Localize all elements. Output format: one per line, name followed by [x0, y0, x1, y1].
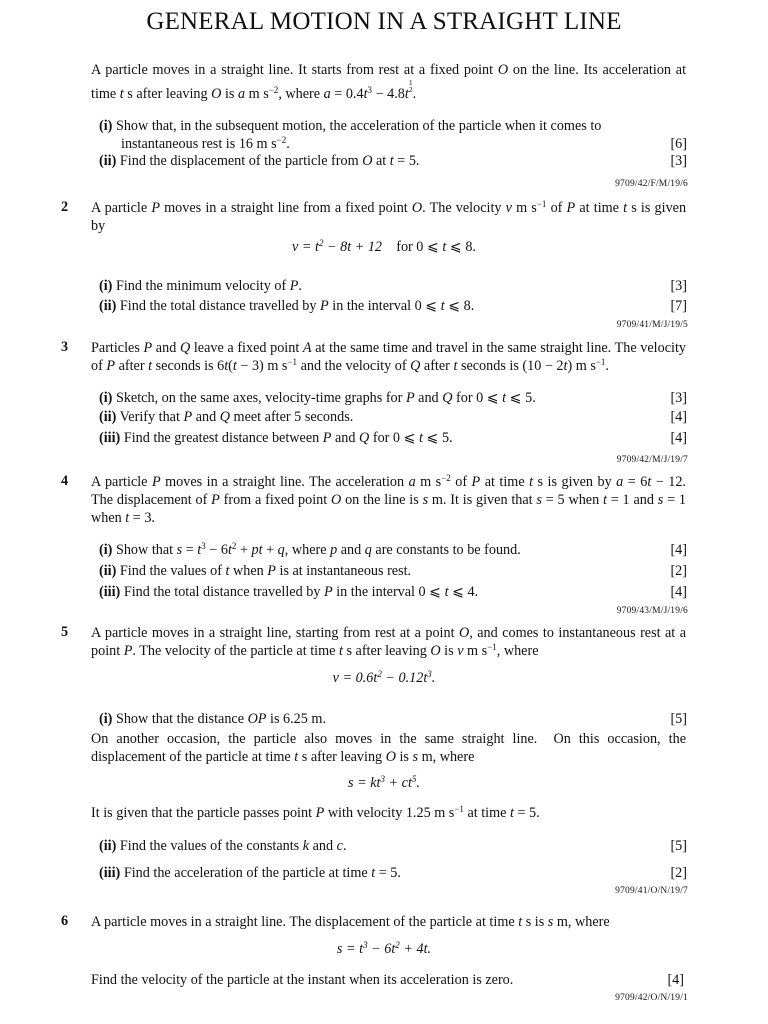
question-4-number: 4: [61, 473, 69, 489]
question-1-stem: A particle moves in a straight line. It starts from rest at a fixed point O on the line. Its acceleration at time t s after leaving O is a m $s^{-2}$, where $a = 0.4t^3 - 4.8t$ 1 2 .: [91, 62, 687, 102]
question-3-number: 3: [61, 339, 69, 355]
question-2-stem: A particle P moves in a straight line from a fixed point O. The velocity v m $s^{-1}$ of P at time t s is given by: [91, 199, 687, 234]
question-5-number: 5: [61, 624, 69, 640]
question-4-stem: A particle P moves in a straight line. The acceleration a m $s^{-2}$ of P at time t s is given by a = 6t − 12. The displacement of P from a fixed point O on the line is s m. It is given that s = 5 when t = 1 and s = 1 when t = 3.: [91, 473, 686, 526]
question-4-part-i: (i) Show that $s = t^3 - 6t^2$ + pt + q, where p and q are constants to be found. [4]: [99, 541, 687, 558]
marks: [4]: [670, 542, 687, 558]
question-5-reference: 9709/41/O/N/19/7: [615, 886, 688, 896]
equation-velocity: $v = 0.6t^2 - 0.12t^3$.: [332, 669, 436, 686]
question-2-reference: 9709/41/M/J/19/5: [616, 320, 688, 330]
question-3-part-i: (i) Sketch, on the same axes, velocity-time graphs for P and Q for 0 ⩽ t ⩽ 5. [3]: [99, 390, 687, 406]
question-6-reference: 9709/42/O/N/19/1: [615, 993, 688, 1003]
marks: [3]: [670, 390, 687, 406]
marks: [3]: [670, 153, 687, 169]
question-1-part-i: (i) Show that, in the subsequent motion, the acceleration of the particle when it comes to instantaneous rest is 16 m $s^{-2}$. [6]: [99, 118, 687, 152]
question-1-reference: 9709/42/F/M/19/6: [615, 179, 688, 189]
question-6-stem: A particle moves in a straight line. The displacement of the particle at time t s is s m, where: [91, 914, 610, 930]
question-4-part-ii: (ii) Find the values of t when P is at instantaneous rest. [2]: [99, 563, 687, 579]
marks: [5]: [670, 838, 687, 854]
question-6-task: Find the velocity of the particle at the instant when its acceleration is zero. [4]: [91, 972, 684, 988]
question-4-reference: 9709/43/M/J/19/6: [616, 606, 688, 616]
question-5-given: It is given that the particle passes point P with velocity 1.25 m $s^{-1}$ at time t = 5.: [91, 804, 540, 821]
question-3-stem: Particles P and Q leave a fixed point A at the same time and travel in the same straight line. The velocity of P after t seconds is 6t(t − 3) m $s^{-1}$ and the velocity of Q after t seconds is (10 − 2t) m $s^{-1}$.: [91, 340, 686, 374]
marks: [6]: [670, 136, 687, 152]
question-2-part-i: (i) Find the minimum velocity of P. [3]: [99, 278, 687, 294]
question-5-continuation: On another occasion, the particle also moves in the same straight line. On this occasion, the displacement of the particle at time t s after leaving O is s m, where: [91, 731, 686, 765]
equation-displacement: $s = t^3 - 6t^2 + 4t$.: [336, 940, 432, 957]
marks: [2]: [670, 865, 687, 881]
question-3-part-iii: (iii) Find the greatest distance between P and Q for 0 ⩽ t ⩽ 5. [4]: [99, 430, 687, 446]
question-1-part-ii: (ii) Find the displacement of the particle from O at t = 5. [3]: [99, 153, 687, 169]
equation-velocity: $v = t^2 - 8t + 12$ for 0 ⩽ t ⩽ 8.: [292, 238, 476, 255]
marks: [4]: [670, 409, 687, 425]
marks: [5]: [670, 711, 687, 727]
question-4-part-iii: (iii) Find the total distance travelled by P in the interval 0 ⩽ t ⩽ 4. [4]: [99, 584, 687, 600]
question-5-part-iii: (iii) Find the acceleration of the particle at time t = 5. [2]: [99, 865, 687, 881]
marks: [4]: [670, 584, 687, 600]
question-6-number: 6: [61, 913, 69, 929]
question-2-part-ii: (ii) Find the total distance travelled by P in the interval 0 ⩽ t ⩽ 8. [7]: [99, 298, 687, 314]
question-5-stem: A particle moves in a straight line, starting from rest at a point O, and comes to instantaneous rest at a point P. The velocity of the particle at time t s after leaving O is v m $s^{-1}$, where: [91, 625, 686, 659]
marks: [3]: [670, 278, 687, 294]
marks: [4]: [670, 430, 687, 446]
page-title: GENERAL MOTION IN A STRAIGHT LINE: [146, 8, 622, 35]
question-3-reference: 9709/42/M/J/19/7: [616, 455, 688, 465]
marks: [2]: [670, 563, 687, 579]
question-2-number: 2: [61, 199, 69, 215]
question-5-part-ii: (ii) Find the values of the constants k and c. [5]: [99, 838, 687, 854]
equation-displacement: $s = kt^3 + ct^5$.: [348, 774, 420, 791]
question-5-part-i: (i) Show that the distance OP is 6.25 m. [5]: [99, 711, 687, 727]
marks: [4]: [667, 972, 684, 988]
marks: [7]: [670, 298, 687, 314]
question-3-part-ii: (ii) Verify that P and Q meet after 5 seconds. [4]: [99, 409, 687, 425]
